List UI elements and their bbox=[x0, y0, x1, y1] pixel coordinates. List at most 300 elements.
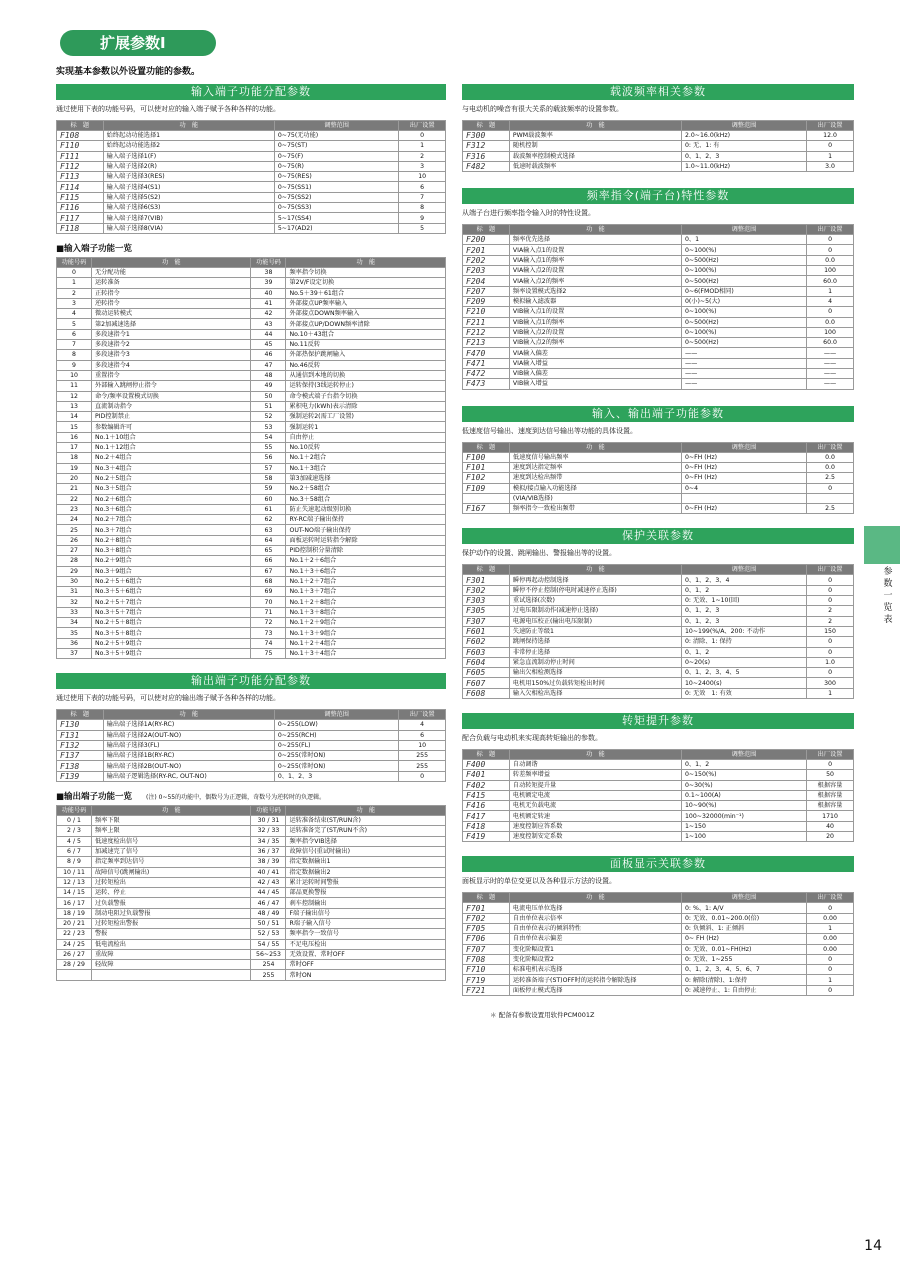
param-range: 0、1、2 bbox=[681, 647, 806, 657]
function-number: 33 bbox=[57, 607, 92, 617]
function-label: 运转保持(3线运转停止) bbox=[286, 381, 446, 391]
function-label: 指定频率到达信号 bbox=[92, 857, 251, 867]
column-header: 出厂设置 bbox=[807, 893, 854, 903]
param-function: 输入端子选择8(VIA) bbox=[103, 223, 274, 233]
param-code: F605 bbox=[463, 668, 510, 678]
param-default: 255 bbox=[399, 751, 446, 761]
param-function: 电机用150%过负载转矩检出时间 bbox=[509, 678, 681, 688]
function-label: 无分配功能 bbox=[92, 267, 251, 277]
output-list-note: (注) 0~55的功能中，偶数号为正逻辑，奇数号为逆转时的负逻辑。 bbox=[146, 794, 326, 802]
param-default: 1 bbox=[807, 975, 854, 985]
carrier-table bbox=[462, 120, 854, 172]
table-row bbox=[463, 913, 854, 923]
function-label: R端子输入信号 bbox=[286, 919, 446, 929]
param-code: F213 bbox=[463, 338, 510, 348]
param-function: 电流电压单位选择 bbox=[509, 903, 681, 913]
list-row bbox=[57, 288, 446, 298]
param-range: 0: 无效、0.01~200.0(倍) bbox=[681, 913, 806, 923]
table-row bbox=[57, 161, 446, 171]
list-row bbox=[57, 545, 446, 555]
param-range: 0: 无效、0.01~FH(Hz) bbox=[681, 944, 806, 954]
param-default: 0 bbox=[807, 575, 854, 585]
function-label: 微动运转模式 bbox=[92, 309, 251, 319]
protect-band: 保护关联参数 bbox=[462, 528, 854, 544]
param-function: 输入端子选择7(VIB) bbox=[103, 213, 274, 223]
column-header: 调整范围 bbox=[681, 121, 806, 131]
param-code: F109 bbox=[463, 483, 510, 493]
output-list-table bbox=[56, 805, 446, 981]
function-label: No.3＋5组合 bbox=[92, 484, 251, 494]
table-row bbox=[57, 182, 446, 192]
function-number: 68 bbox=[251, 576, 286, 586]
param-default: 2.5 bbox=[807, 473, 854, 483]
list-row bbox=[57, 939, 446, 949]
function-number: 30 / 31 bbox=[251, 816, 286, 826]
function-number: 0 / 1 bbox=[57, 816, 92, 826]
column-header: 功能号码 bbox=[251, 257, 286, 267]
param-default: 4 bbox=[807, 296, 854, 306]
param-code: F402 bbox=[463, 780, 510, 790]
function-label: 命令/频率设置模式切换 bbox=[92, 391, 251, 401]
column-header: 出厂设置 bbox=[807, 225, 854, 235]
param-code: F316 bbox=[463, 151, 510, 161]
table-row bbox=[463, 276, 854, 286]
page-title: 扩展参数Ⅰ bbox=[60, 30, 216, 56]
torque-section bbox=[462, 713, 854, 842]
param-range: —— bbox=[681, 379, 806, 389]
table-row bbox=[463, 296, 854, 306]
function-label: 过负载警报 bbox=[92, 898, 251, 908]
param-range: 0~75(SS1) bbox=[274, 182, 398, 192]
param-code: F301 bbox=[463, 575, 510, 585]
function-label: 累积电力(kWh)表示清除 bbox=[286, 401, 446, 411]
param-range: 0~75(R) bbox=[274, 161, 398, 171]
param-default: 0 bbox=[807, 585, 854, 595]
param-range: 0~500(Hz) bbox=[681, 255, 806, 265]
column-header: 标 题 bbox=[463, 749, 510, 759]
function-label: 过转矩检出 bbox=[92, 877, 251, 887]
list-row bbox=[57, 836, 446, 846]
param-code: F719 bbox=[463, 975, 510, 985]
table-row bbox=[57, 223, 446, 233]
function-number: 14 bbox=[57, 412, 92, 422]
table-row bbox=[463, 307, 854, 317]
table-row bbox=[463, 131, 854, 141]
param-function: 输入端子选择2(R) bbox=[103, 161, 274, 171]
table-row bbox=[463, 327, 854, 337]
function-number: 51 bbox=[251, 401, 286, 411]
param-function: 输入端子选择4(S1) bbox=[103, 182, 274, 192]
header-row bbox=[57, 121, 446, 131]
param-code: F472 bbox=[463, 369, 510, 379]
param-default: 根据容量 bbox=[807, 790, 854, 800]
param-function: 输入端子选择5(S2) bbox=[103, 192, 274, 202]
table-row bbox=[463, 923, 854, 933]
protect-section bbox=[462, 528, 854, 699]
freqcmd-band: 频率指令(端子台)特性参数 bbox=[462, 188, 854, 204]
param-range: —— bbox=[681, 348, 806, 358]
table-row bbox=[463, 161, 854, 171]
param-code: F201 bbox=[463, 245, 510, 255]
table-row bbox=[463, 493, 854, 503]
output-list-title: ■输出端子功能一览 bbox=[56, 792, 133, 803]
function-label: No.10反转 bbox=[286, 443, 446, 453]
function-label: 制动电阻过负载警报 bbox=[92, 908, 251, 918]
list-row bbox=[57, 463, 446, 473]
function-number: 50 / 51 bbox=[251, 919, 286, 929]
list-row bbox=[57, 587, 446, 597]
table-row bbox=[463, 811, 854, 821]
function-number: 39 bbox=[251, 278, 286, 288]
table-row bbox=[463, 975, 854, 985]
column-header: 出厂设置 bbox=[807, 565, 854, 575]
param-range: 0、1、2、3 bbox=[274, 771, 398, 781]
function-label: 正转指令 bbox=[92, 288, 251, 298]
function-label: No.3＋8组合 bbox=[92, 545, 251, 555]
param-range: 0~75(RES) bbox=[274, 172, 398, 182]
column-header: 功 能 bbox=[509, 749, 681, 759]
list-row bbox=[57, 432, 446, 442]
table-row bbox=[57, 740, 446, 750]
param-function: 速度控制应答系数 bbox=[509, 821, 681, 831]
param-code: F118 bbox=[57, 223, 104, 233]
function-number: 71 bbox=[251, 607, 286, 617]
function-number: 44 bbox=[251, 329, 286, 339]
table-row bbox=[463, 462, 854, 472]
function-label: 运转、停止 bbox=[92, 888, 251, 898]
list-row bbox=[57, 422, 446, 432]
function-label: 重置指令 bbox=[92, 370, 251, 380]
function-label: 命令模式端子台指令切换 bbox=[286, 391, 446, 401]
list-row bbox=[57, 484, 446, 494]
function-label: 频率上限 bbox=[92, 826, 251, 836]
param-range: 10~2400(s) bbox=[681, 678, 806, 688]
function-label: 运转准备结束(ST/RUN含) bbox=[286, 816, 446, 826]
function-label: 外部输入跳闸停止指令 bbox=[92, 381, 251, 391]
function-label: 警报 bbox=[92, 929, 251, 939]
table-row bbox=[57, 720, 446, 730]
list-row bbox=[57, 525, 446, 535]
function-number: 66 bbox=[251, 556, 286, 566]
param-range: 0~255(FL) bbox=[274, 740, 398, 750]
param-function: 随机控制 bbox=[509, 141, 681, 151]
param-default: 255 bbox=[399, 761, 446, 771]
function-number: 40 / 41 bbox=[251, 867, 286, 877]
param-code: F114 bbox=[57, 182, 104, 192]
param-default: 0.00 bbox=[807, 944, 854, 954]
param-default: 300 bbox=[807, 678, 854, 688]
table-row bbox=[463, 934, 854, 944]
function-label: No.2＋6组合 bbox=[92, 494, 251, 504]
param-range: 0~100(%) bbox=[681, 266, 806, 276]
freqcmd-desc: 从端子台进行频率指令输入时的特性设置。 bbox=[462, 209, 595, 218]
function-label: 多段速指令3 bbox=[92, 350, 251, 360]
page-number: 14 bbox=[864, 1238, 882, 1254]
param-function: 自由单位表示偏差 bbox=[509, 934, 681, 944]
freqcmd-section bbox=[462, 188, 854, 389]
param-default: 0 bbox=[807, 903, 854, 913]
param-default: 10 bbox=[399, 740, 446, 750]
function-number: 27 bbox=[57, 545, 92, 555]
function-number: 17 bbox=[57, 443, 92, 453]
param-range: 0、1、2 bbox=[681, 585, 806, 595]
table-row bbox=[463, 585, 854, 595]
function-number: 3 bbox=[57, 298, 92, 308]
function-label: No.5＋39＋61组合 bbox=[286, 288, 446, 298]
param-function: 频率设置模式选择2 bbox=[509, 286, 681, 296]
panel-band: 面板显示关联参数 bbox=[462, 856, 854, 872]
function-number: 62 bbox=[251, 515, 286, 525]
table-row bbox=[57, 771, 446, 781]
function-label: No.3＋6组合 bbox=[92, 504, 251, 514]
function-label: F端子输出信号 bbox=[286, 908, 446, 918]
column-header: 调整范围 bbox=[681, 565, 806, 575]
function-label: 第3加减速选择 bbox=[286, 473, 446, 483]
column-header: 标 题 bbox=[57, 710, 104, 720]
function-number: 48 / 49 bbox=[251, 908, 286, 918]
function-label: No.1＋2组合 bbox=[286, 453, 446, 463]
param-range: 0~20(s) bbox=[681, 657, 806, 667]
function-label: 指定数据输出1 bbox=[286, 857, 446, 867]
table-row bbox=[57, 213, 446, 223]
header-row bbox=[57, 710, 446, 720]
param-range: 0~FH (Hz) bbox=[681, 504, 806, 514]
list-row bbox=[57, 412, 446, 422]
param-function: PWM载波频率 bbox=[509, 131, 681, 141]
param-default: 0 bbox=[807, 647, 854, 657]
function-number: 54 / 55 bbox=[251, 939, 286, 949]
param-range: 0、1、2、3 bbox=[681, 606, 806, 616]
param-function: 电源电压校正(输出电压限制) bbox=[509, 616, 681, 626]
list-row bbox=[57, 515, 446, 525]
table-row bbox=[57, 192, 446, 202]
param-code: F602 bbox=[463, 637, 510, 647]
param-default: 2 bbox=[807, 606, 854, 616]
function-label: No.1＋3＋8组合 bbox=[286, 607, 446, 617]
param-default: 0.00 bbox=[807, 913, 854, 923]
column-header: 标 题 bbox=[463, 225, 510, 235]
function-label: 低速度检出信号 bbox=[92, 836, 251, 846]
param-function: 面板停止模式选择 bbox=[509, 985, 681, 995]
function-number: 35 bbox=[57, 628, 92, 638]
panel-desc: 面板显示时的单位变更以及各种显示方法的设置。 bbox=[462, 877, 616, 886]
table-row bbox=[463, 151, 854, 161]
param-range: —— bbox=[681, 358, 806, 368]
function-number: 1 bbox=[57, 278, 92, 288]
param-code: F100 bbox=[463, 452, 510, 462]
function-label: 频率下限 bbox=[92, 816, 251, 826]
param-function: 模拟/接点输入功能选择 bbox=[509, 483, 681, 493]
function-label: 强制运转1 bbox=[286, 422, 446, 432]
header-row bbox=[463, 893, 854, 903]
param-code: F312 bbox=[463, 141, 510, 151]
param-default: 0 bbox=[807, 235, 854, 245]
function-label: No.2＋7组合 bbox=[92, 515, 251, 525]
function-label: 低电流检出 bbox=[92, 939, 251, 949]
io-band: 输入、输出端子功能参数 bbox=[462, 406, 854, 422]
param-default: 0 bbox=[807, 985, 854, 995]
table-row bbox=[57, 730, 446, 740]
function-number: 7 bbox=[57, 340, 92, 350]
function-label: 故障信号(跳闸输出) bbox=[92, 867, 251, 877]
function-number: 18 bbox=[57, 453, 92, 463]
function-label: No.2＋5组合 bbox=[92, 473, 251, 483]
param-function: 变化阶幅设置2 bbox=[509, 954, 681, 964]
param-code: F210 bbox=[463, 307, 510, 317]
param-function: 低速时载波频率 bbox=[509, 161, 681, 171]
function-number: 73 bbox=[251, 628, 286, 638]
param-code: F203 bbox=[463, 266, 510, 276]
param-range: 0~150(%) bbox=[681, 770, 806, 780]
function-label: 无效设置、常时OFF bbox=[286, 949, 446, 959]
function-number: 10 bbox=[57, 370, 92, 380]
param-default: 根据容量 bbox=[807, 801, 854, 811]
function-label: No.2＋5＋8组合 bbox=[92, 618, 251, 628]
table-row bbox=[463, 965, 854, 975]
param-range: 0、1 bbox=[681, 235, 806, 245]
list-row bbox=[57, 648, 446, 658]
param-code: F101 bbox=[463, 462, 510, 472]
left-column bbox=[56, 84, 446, 981]
function-number: 9 bbox=[57, 360, 92, 370]
column-header: 标 题 bbox=[463, 121, 510, 131]
function-label: 重故障 bbox=[92, 949, 251, 959]
param-code: F601 bbox=[463, 626, 510, 636]
param-code: F607 bbox=[463, 678, 510, 688]
param-range: 0~500(Hz) bbox=[681, 276, 806, 286]
param-range: 0~255(RCH) bbox=[274, 730, 398, 740]
param-default: 100 bbox=[807, 327, 854, 337]
param-range: 0~100(%) bbox=[681, 245, 806, 255]
param-function: 输出端子选择2B(OUT-NO) bbox=[103, 761, 274, 771]
list-row bbox=[57, 908, 446, 918]
function-number: 6 bbox=[57, 329, 92, 339]
function-number: 21 bbox=[57, 484, 92, 494]
param-range: 1~150 bbox=[681, 821, 806, 831]
function-number bbox=[57, 970, 92, 980]
param-function: 自由单位表示的倾斜特性 bbox=[509, 923, 681, 933]
function-label: No.11反转 bbox=[286, 340, 446, 350]
table-row bbox=[463, 780, 854, 790]
function-number: 46 / 47 bbox=[251, 898, 286, 908]
param-code: F200 bbox=[463, 235, 510, 245]
list-row bbox=[57, 929, 446, 939]
function-label bbox=[92, 970, 251, 980]
param-code: F721 bbox=[463, 985, 510, 995]
param-default: 2.5 bbox=[807, 504, 854, 514]
output-assign-band: 输出端子功能分配参数 bbox=[56, 673, 446, 689]
param-default: 1.0 bbox=[807, 657, 854, 667]
function-number: 255 bbox=[251, 970, 286, 980]
param-function: VIA输入点1的设置 bbox=[509, 245, 681, 255]
param-range: 0: 无效、1~10(回) bbox=[681, 596, 806, 606]
param-default: 9 bbox=[399, 213, 446, 223]
function-number: 52 / 53 bbox=[251, 929, 286, 939]
param-code: F302 bbox=[463, 585, 510, 595]
param-function: 重试选择(次数) bbox=[509, 596, 681, 606]
param-range: 1.0~11.0(kHz) bbox=[681, 161, 806, 171]
input-list-table bbox=[56, 257, 446, 659]
function-number: 49 bbox=[251, 381, 286, 391]
param-range bbox=[681, 493, 806, 503]
param-code: F482 bbox=[463, 161, 510, 171]
param-function: VIB输入增益 bbox=[509, 379, 681, 389]
param-range: 0(小)~5(大) bbox=[681, 296, 806, 306]
table-row bbox=[463, 903, 854, 913]
torque-band: 转矩提升参数 bbox=[462, 713, 854, 729]
param-range: 0~FH (Hz) bbox=[681, 452, 806, 462]
function-number: 42 / 43 bbox=[251, 877, 286, 887]
param-code: F418 bbox=[463, 821, 510, 831]
param-default: 12.0 bbox=[807, 131, 854, 141]
param-function: 输入欠相检出选择 bbox=[509, 688, 681, 698]
param-default: 8 bbox=[399, 203, 446, 213]
function-label: No.3＋9组合 bbox=[92, 566, 251, 576]
list-row bbox=[57, 381, 446, 391]
function-number: 4 / 5 bbox=[57, 836, 92, 846]
function-number: 28 bbox=[57, 556, 92, 566]
param-default: 50 bbox=[807, 770, 854, 780]
param-function: 自动调谐 bbox=[509, 759, 681, 769]
table-row bbox=[57, 761, 446, 771]
function-label: No.1＋3＋6组合 bbox=[286, 566, 446, 576]
table-row bbox=[463, 317, 854, 327]
function-number: 26 / 27 bbox=[57, 949, 92, 959]
param-code: F117 bbox=[57, 213, 104, 223]
param-code: F417 bbox=[463, 811, 510, 821]
param-default: 5 bbox=[399, 223, 446, 233]
function-number: 61 bbox=[251, 504, 286, 514]
param-range: 0~FH (Hz) bbox=[681, 462, 806, 472]
param-range: 0: 减速停止、1: 自由停止 bbox=[681, 985, 806, 995]
function-number: 36 / 37 bbox=[251, 846, 286, 856]
list-row bbox=[57, 535, 446, 545]
column-header: 调整范围 bbox=[681, 893, 806, 903]
function-label: 自由停止 bbox=[286, 432, 446, 442]
param-range: 0~500(Hz) bbox=[681, 317, 806, 327]
param-code: F102 bbox=[463, 473, 510, 483]
param-function: 载波频率控制模式选择 bbox=[509, 151, 681, 161]
function-number: 28 / 29 bbox=[57, 960, 92, 970]
param-default: 0 bbox=[807, 141, 854, 151]
table-row bbox=[463, 637, 854, 647]
function-label: No.1＋3＋4组合 bbox=[286, 648, 446, 658]
function-number: 36 bbox=[57, 638, 92, 648]
param-code bbox=[463, 493, 510, 503]
param-code: F108 bbox=[57, 131, 104, 141]
function-label: No.2＋9组合 bbox=[92, 556, 251, 566]
param-default: 0 bbox=[399, 771, 446, 781]
column-header: 功 能 bbox=[286, 806, 446, 816]
param-default: 6 bbox=[399, 182, 446, 192]
param-function: 速度到达检出频带 bbox=[509, 473, 681, 483]
param-code: F132 bbox=[57, 740, 104, 750]
column-header: 调整范围 bbox=[681, 749, 806, 759]
function-number: 20 bbox=[57, 473, 92, 483]
column-header: 功 能 bbox=[92, 257, 251, 267]
param-function: VIB输入点1的设置 bbox=[509, 307, 681, 317]
table-row bbox=[463, 832, 854, 842]
list-row bbox=[57, 607, 446, 617]
column-header: 功能号码 bbox=[57, 257, 92, 267]
param-function: 低速度信号输出频率 bbox=[509, 452, 681, 462]
column-header: 功能号码 bbox=[251, 806, 286, 816]
param-code: F204 bbox=[463, 276, 510, 286]
side-tab bbox=[864, 526, 900, 564]
function-number: 43 bbox=[251, 319, 286, 329]
column-header: 功能号码 bbox=[57, 806, 92, 816]
function-label: 轻故障 bbox=[92, 960, 251, 970]
